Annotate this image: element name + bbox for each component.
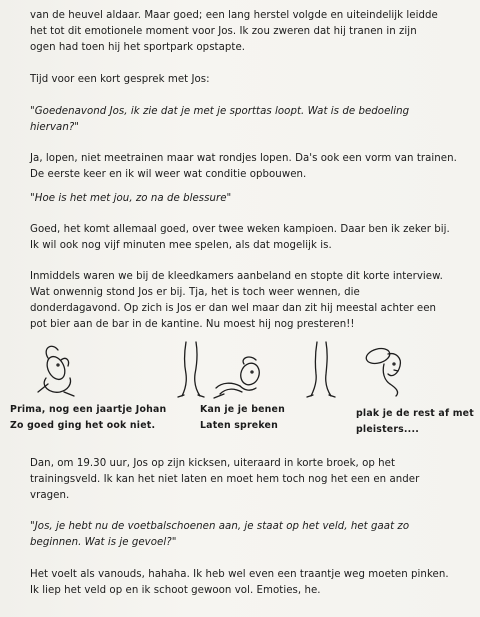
legs-drawing bbox=[176, 340, 206, 400]
caption-prima: Prima, nog een jaartje Johan Zo goed ging het ook niet. bbox=[10, 404, 167, 431]
paragraph-interview-start: Tijd voor een kort gesprek met Jos: bbox=[30, 74, 210, 85]
question-3: "Jos, je hebt nu de voetbalschoenen aan, je staat op het veld, het gaat zo beginnen. Wat is je gevoel?" bbox=[30, 521, 410, 548]
question-1: "Goedenavond Jos, ik zie dat je met je sporttas loopt. Wat is de bedoeling hiervan?" bbox=[30, 106, 410, 133]
legs-drawing bbox=[306, 340, 336, 400]
answer-1: Ja, lopen, niet meetrainen maar wat rondjes lopen. Da's ook een vorm van trainen. De eerste keer en ik wil weer wat conditie opbouwen. bbox=[30, 153, 457, 180]
paragraph-training: Dan, om 19.30 uur, Jos op zijn kicksen, uiteraard in korte broek, op het trainingsveld. Ik kan het niet laten en moet hem toch nog het een en ander vragen. bbox=[30, 458, 420, 501]
answer-2: Goed, het komt allemaal goed, over twee weken kampioen. Daar ben ik zeker bij. Ik wil ook nog vijf minuten mee spelen, als dat mogelijk is. bbox=[30, 224, 450, 251]
paragraph-intro: van de heuvel aldaar. Maar goed; een lang herstel volgde en uiteindelijk leidde het tot dit emotionele moment voor Jos. Ik zou zweren dat hij tranen in zijn ogen had toen hij het sportpark opstapte. bbox=[30, 10, 438, 53]
question-2: "Hoe is het met jou, zo na de blessure" bbox=[30, 193, 232, 204]
head-with-speech-drawing bbox=[358, 344, 414, 398]
head-in-hands-drawing bbox=[210, 354, 270, 402]
caption-pleisters: plak je de rest af met pleisters.... bbox=[356, 408, 474, 435]
paragraph-kleedkamers: Inmiddels waren we bij de kleedkamers aanbeland en stopte dit korte interview. Wat onwennig stond Jos er bij. Tja, het is toch weer wennen, die donderdagavond. Op zich is Jos er dan wel maar dan zit hij meestal achter een pot bier aan de bar in de kantine. Nu moest hij nog presteren!! bbox=[30, 271, 443, 330]
answer-3: Het voelt als vanouds, hahaha. Ik heb wel even een traantje weg moeten pinken. Ik liep het veld op en ik schoot gewoon vol. Emoties, he. bbox=[30, 569, 449, 596]
head-in-hands-drawing bbox=[28, 340, 80, 398]
caption-benen: Kan je je benen Laten spreken bbox=[200, 404, 285, 431]
